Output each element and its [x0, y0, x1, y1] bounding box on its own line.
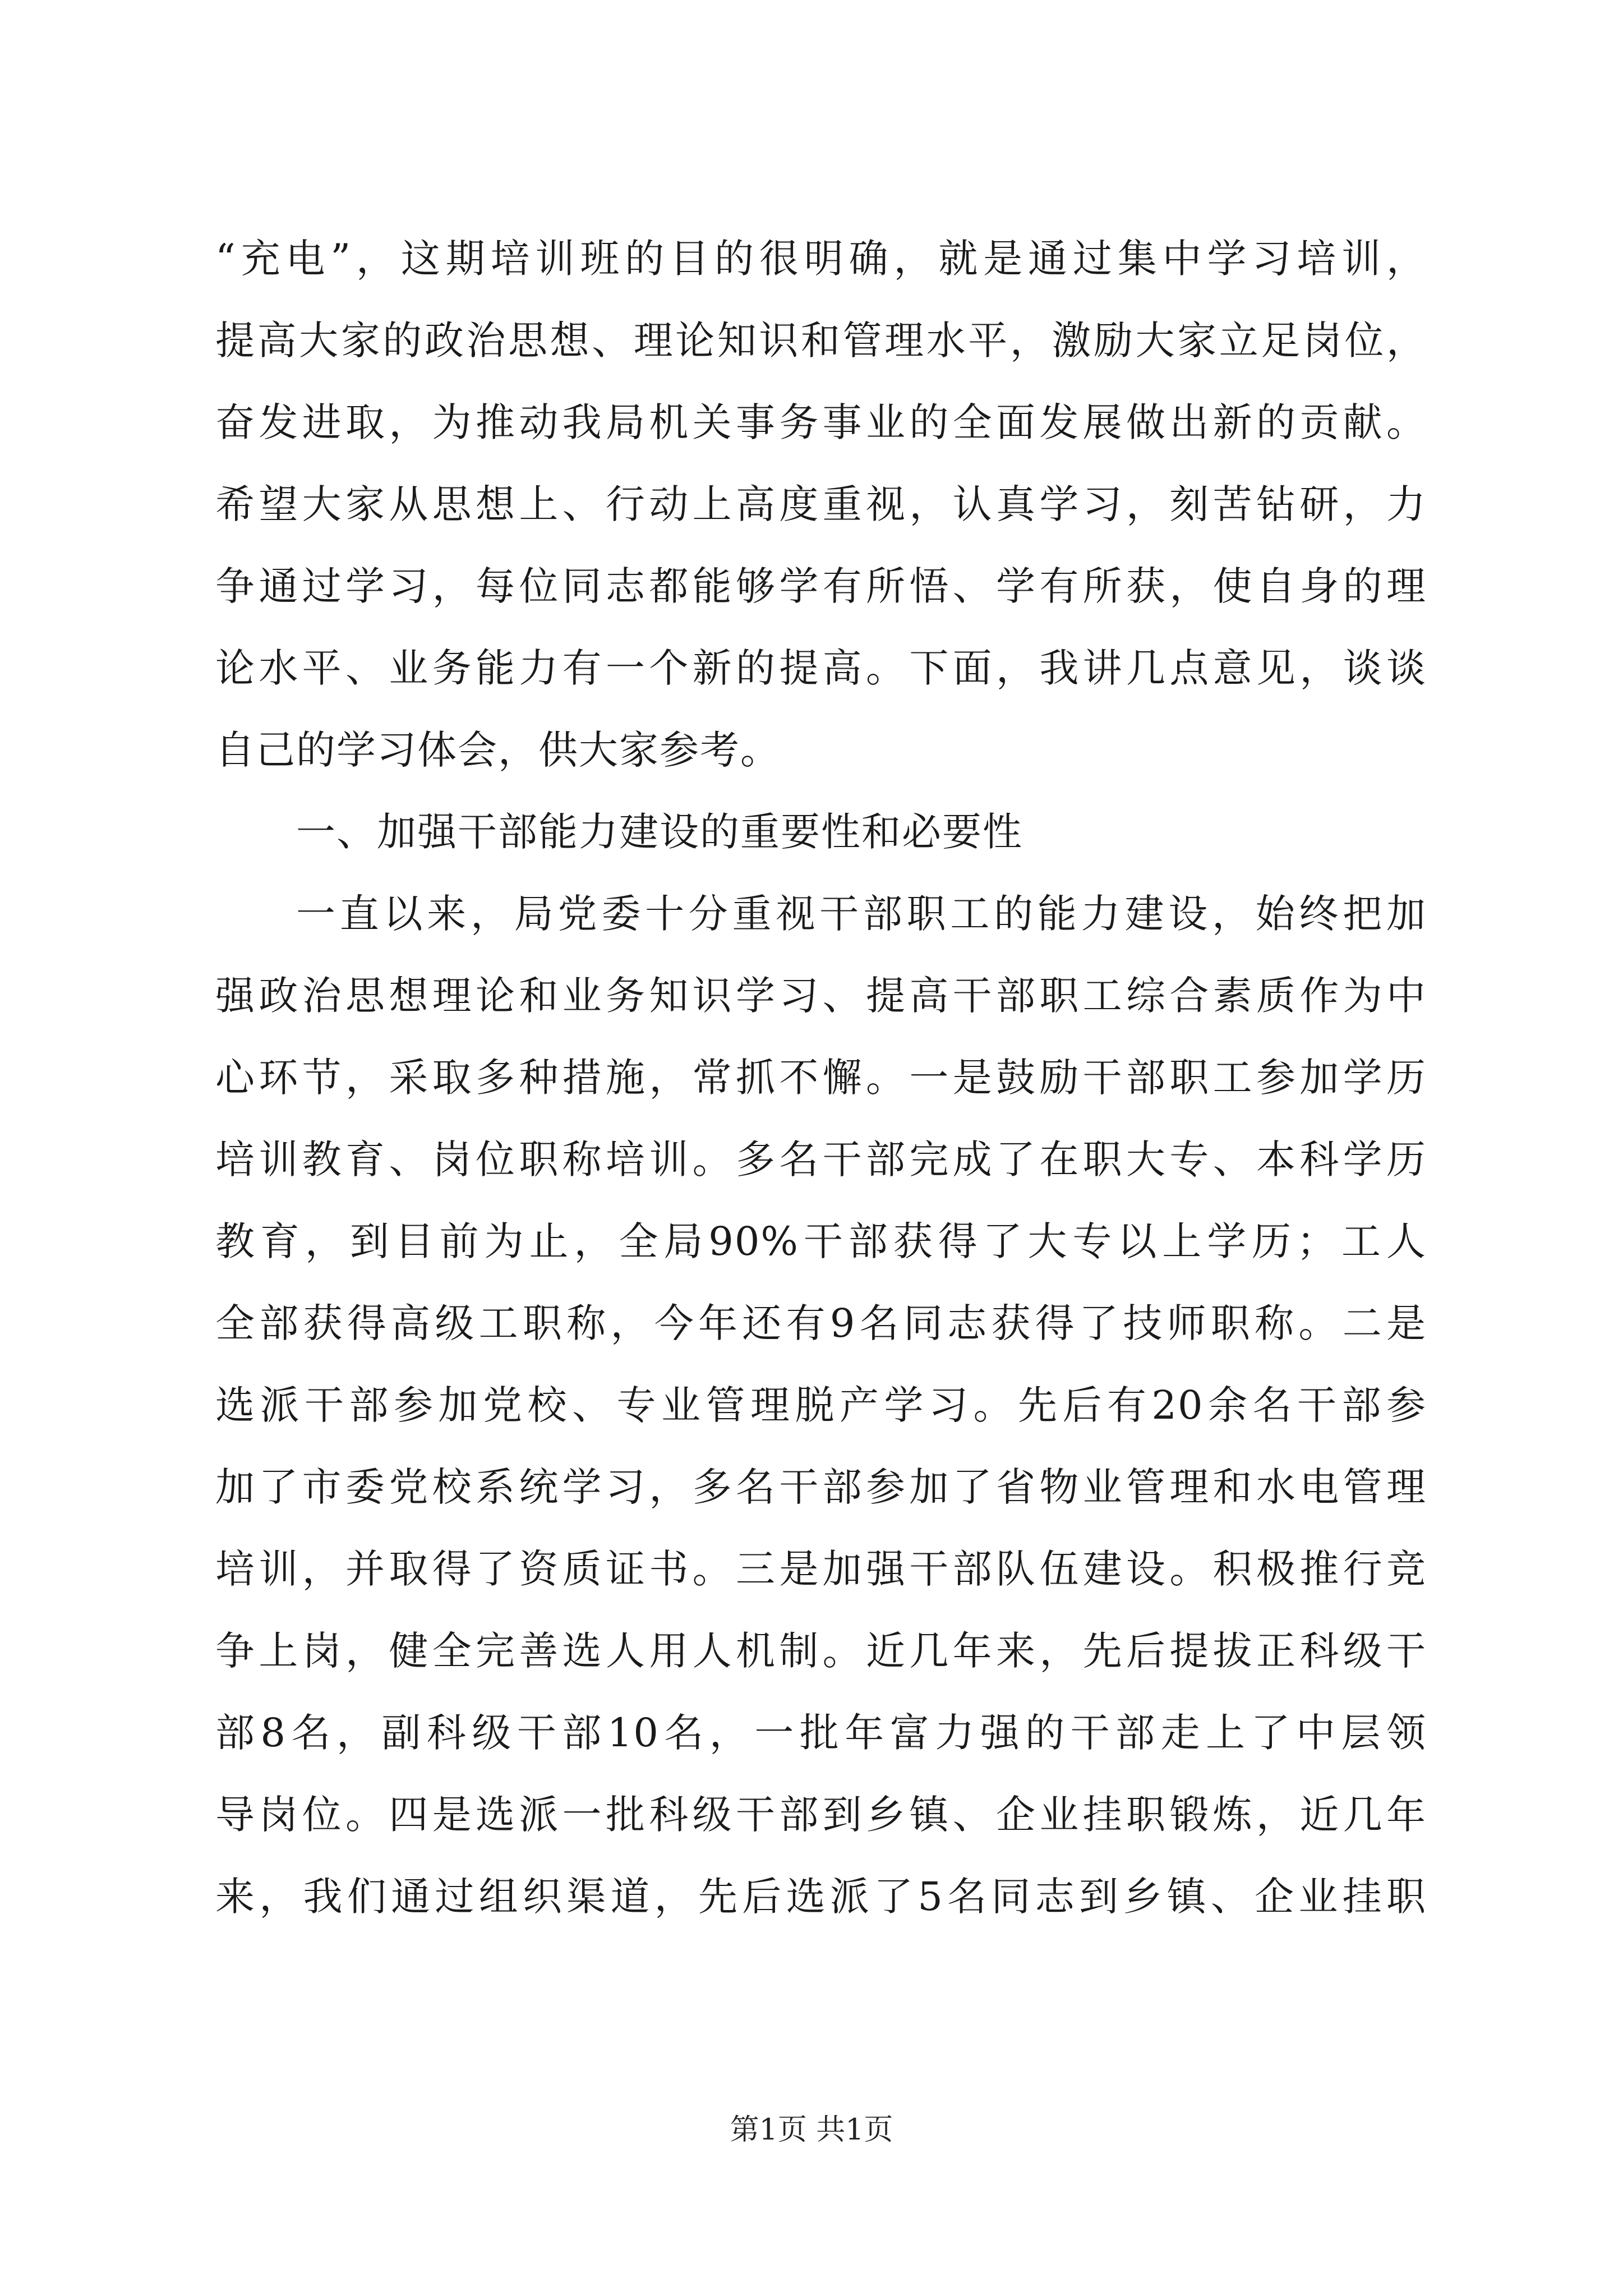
page-footer: [0, 2110, 1623, 2150]
paragraph-line: 加了市委党校系统学习，多名干部参加了省物业管理和水电管理: [215, 1464, 1427, 1510]
paragraph-line: 导岗位。四是选派一批科级干部到乡镇、企业挂职锻炼，近几年: [215, 1792, 1427, 1838]
paragraph-line: 心环节，采取多种措施，常抓不懈。一是鼓励干部职工参加学历: [215, 1055, 1427, 1101]
paragraph-line: 奋发进取，为推动我局机关事务事业的全面发展做出新的贡献。: [215, 399, 1427, 445]
section-heading: 一、加强干部能力建设的重要性和必要性: [296, 809, 1023, 855]
document-body: [215, 218, 1427, 1938]
paragraph-line: 全部获得高级工职称，今年还有9名同志获得了技师职称。二是: [215, 1300, 1427, 1346]
paragraph-line: 提高大家的政治思想、理论知识和管理水平，激励大家立足岗位，: [215, 318, 1427, 364]
paragraph-line: 培训，并取得了资质证书。三是加强干部队伍建设。积极推行竞: [215, 1546, 1427, 1592]
paragraph-line: “充电”，这期培训班的目的很明确，就是通过集中学习培训，: [215, 236, 1427, 282]
paragraph-line: 论水平、业务能力有一个新的提高。下面，我讲几点意见，谈谈: [215, 645, 1427, 691]
paragraph-line: 教育，到目前为止，全局90%干部获得了大专以上学历；工人: [215, 1218, 1427, 1264]
paragraph-line: 培训教育、岗位职称培训。多名干部完成了在职大专、本科学历: [215, 1137, 1427, 1182]
paragraph-line: 强政治思想理论和业务知识学习、提高干部职工综合素质作为中: [215, 973, 1427, 1019]
paragraph-line: 希望大家从思想上、行动上高度重视，认真学习，刻苦钻研，力: [215, 481, 1427, 527]
paragraph-line: 选派干部参加党校、专业管理脱产学习。先后有20余名干部参: [215, 1382, 1427, 1428]
paragraph-line: 自己的学习体会，供大家参考。: [215, 727, 781, 773]
paragraph-line: 一直以来，局党委十分重视干部职工的能力建设，始终把加: [296, 891, 1427, 937]
paragraph-line: 来，我们通过组织渠道，先后选派了5名同志到乡镇、企业挂职: [215, 1874, 1427, 1920]
paragraph-line: 争上岗，健全完善选人用人机制。近几年来，先后提拔正科级干: [215, 1628, 1427, 1674]
page-number-label: 第1页 共1页: [730, 2113, 893, 2147]
paragraph-line: 部8名，副科级干部10名，一批年富力强的干部走上了中层领: [215, 1710, 1427, 1756]
paragraph-line: 争通过学习，每位同志都能够学有所悟、学有所获，使自身的理: [215, 563, 1427, 609]
